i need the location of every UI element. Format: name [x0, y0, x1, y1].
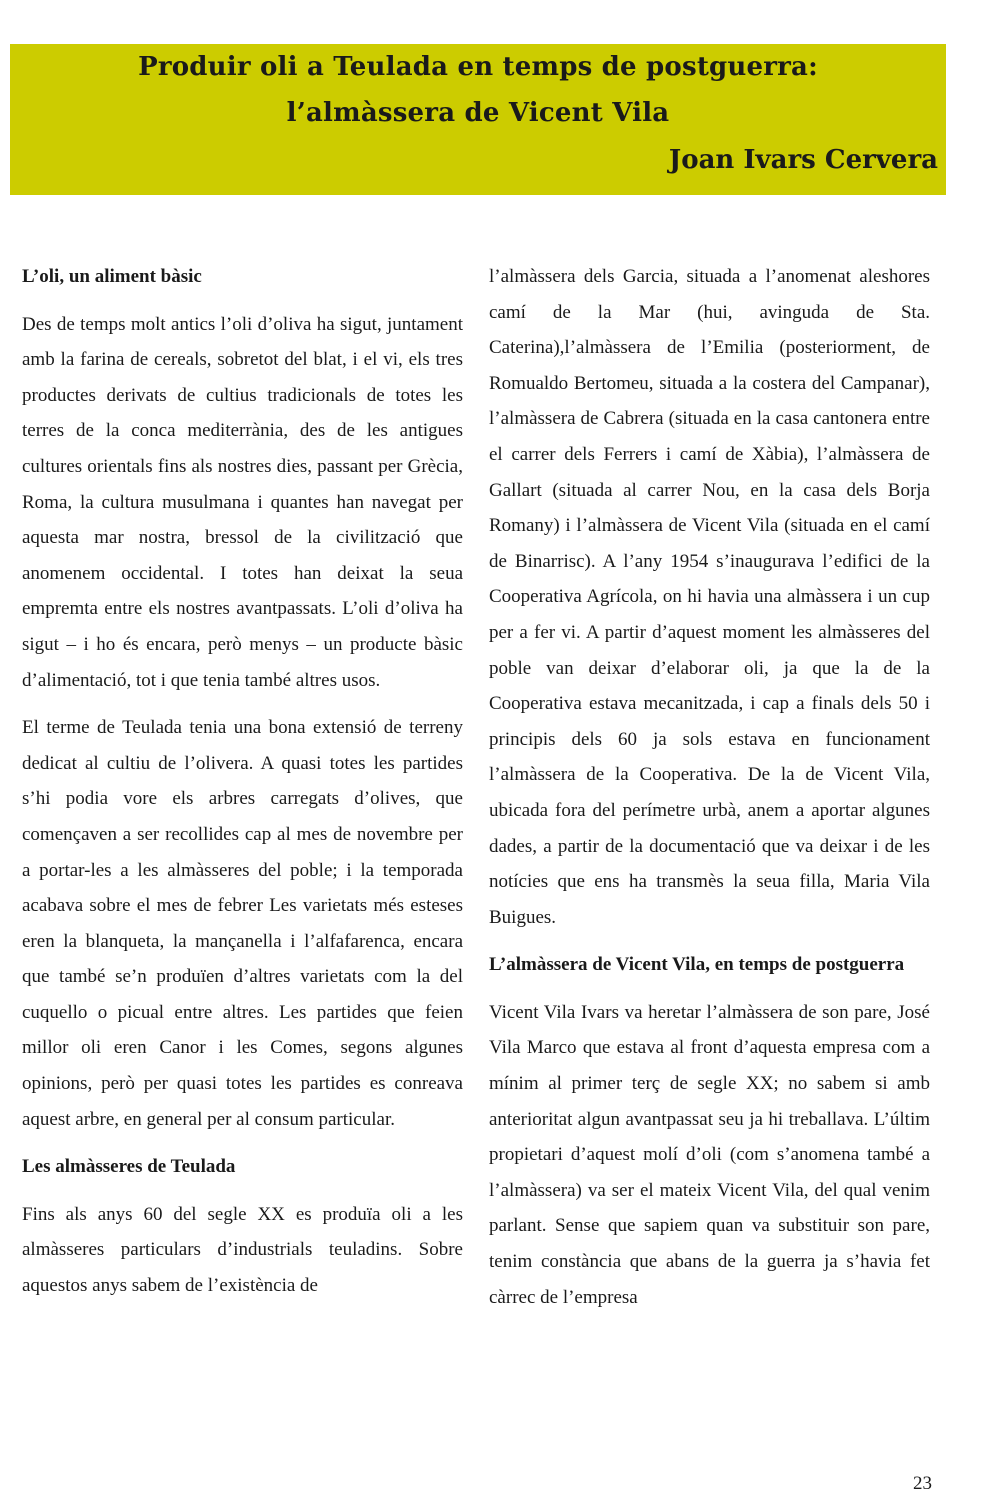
section-heading-mills: Les almàsseres de Teulada — [22, 1156, 236, 1178]
paragraph: El terme de Teulada tenia una bona extensió de terreny dedicat al cultiu de l’olivera. A quasi totes les partides s’hi podia vore els arbres carregats d’olives, que començaven a ser recollides cap al mes de novembre per a portar-les a les almàsseres del poble; i la temporada acabava sobre el mes de febrer Les varietats més esteses eren la blanqueta, la mançanella i l’alfafarenca, encara que també se’n produïen d’altres varietats com la del cuquello o picual entre altres. Les partides que feien millor oli eren Canor i les Comes, segons algunes opinions, però per quasi totes les partides es conreava aquest arbre, en general per al consum particular. — [22, 717, 463, 1130]
paragraph: Vicent Vila Ivars va heretar l’almàssera de son pare, José Vila Marco que estava al front d’aquesta empresa com a mínim al primer terç de segle XX; no sabem si amb anterioritat algun avantpassat seu ja hi treballava. L’últim propietari d’aquest molí d’oli (com s’anomena també a l’almàssera) va ser el mateix Vicent Vila, del qual venim parlant. Sense que sapiem quan va substituir son pare, tenim constància que abans de la guerra ja s’havia fet càrrec de l’empresa — [489, 1001, 930, 1308]
article-title-line-2: l’almàssera de Vicent Vila — [286, 98, 670, 128]
paragraph: Des de temps molt antics l’oli d’oliva ha sigut, juntament amb la farina de cereals, sobretot del blat, i el vi, els tres productes derivats de cultius tradicionals de totes les terres de la conca mediterrània, des de les antigues cultures orientals fins als nostres dies, passant per Grècia, Roma, la cultura musulmana i quantes han navegat per aquesta mar nostra, bressol de la civilització que anomenem occidental. I totes han deixat la seua empremta entre els nostres avantpassats. L’oli d’oliva ha sigut – i ho és encara, però menys – un producte bàsic d’alimentació, tot i que tenia també altres usos. — [22, 313, 463, 691]
right-column — [489, 259, 930, 1327]
article-author: Joan Ivars Cervera — [668, 145, 938, 175]
section-heading-oil: L’oli, un aliment bàsic — [22, 266, 202, 287]
title-band — [10, 44, 946, 195]
section-heading-vicent-vila: L’almàssera de Vicent Vila, en temps de postguerra — [489, 954, 905, 976]
article-title-line-1: Produir oli a Teulada en temps de postguerra: — [138, 52, 818, 82]
paragraph: l’almàssera dels Garcia, situada a l’anomenat aleshores camí de la Mar (hui, avinguda de Sta. Caterina),l’almàssera de l’Emilia (posteriorment, de Romualdo Bertomeu, situada a la costera del Campanar), l’almàssera de Cabrera (situada en la casa cantonera entre el carrer dels Ferrers i camí de Xàbia), l’almàssera de Gallart (situada al carrer Nou, en la casa dels Borja Romany) i l’almàssera de Vicent Vila (situada en el camí de Binarrisc). A l’any 1954 s’inaugurava l’edifici de la Cooperativa Agrícola, on hi havia una almàssera i un cup per a fer vi. A partir d’aquest moment les almàsseres del poble van deixar d’elaborar oli, ja que la de la Cooperativa estava mecanitzada, i cap a finals dels 50 i principis dels 60 ja sols estava en funcionament l’almàssera de la Cooperativa. De la de Vicent Vila, ubicada fora del perímetre urbà, anem a aportar algunes dades, a partir de la documentació que va deixar i de les notícies que ens ha transmès la seua filla, Maria Vila Buigues. — [489, 266, 930, 928]
left-column — [22, 259, 463, 1316]
paragraph: Fins als anys 60 del segle XX es produïa oli a les almàsseres particulars d’industrials teuladins. Sobre aquestos anys sabem de l’existència de — [22, 1203, 463, 1297]
page-number: 23 — [913, 1473, 932, 1494]
